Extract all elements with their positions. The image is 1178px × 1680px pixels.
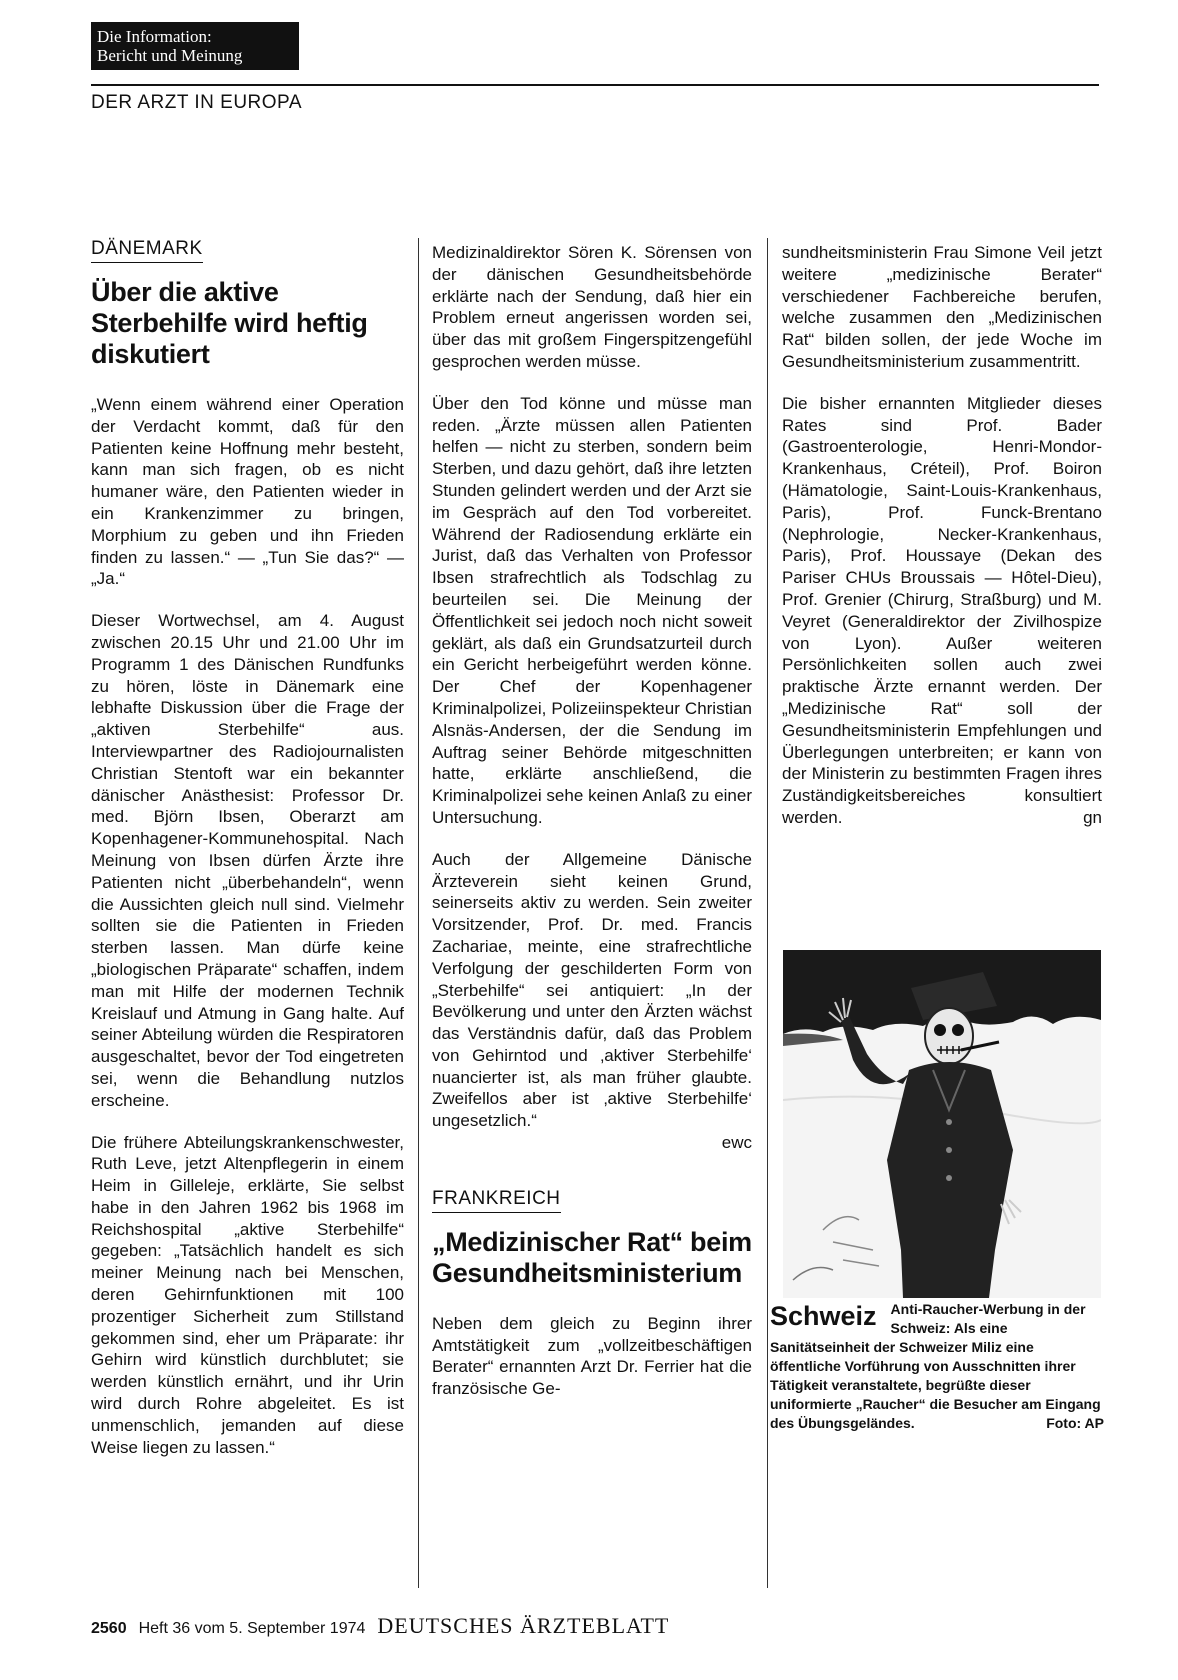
page-number: 2560: [91, 1620, 127, 1637]
header-rule: [91, 84, 1099, 86]
photo-caption: [770, 1300, 1104, 1433]
article1-paragraph-3: Die frühere Abteilungskrankenschwester, Ruth Leve, jetzt Altenpflegerin in einem Heim in Gilleleje, erklärte, Sie selbst habe in den Jahren 1962 bis 1968 im Reichshospital „aktive Sterbehilfe“ gegeben: „Tatsächlich handelt es sich meiner Meinung nach bei Menschen, deren Gehirnfunktionen mit 100 prozentiger Sicherheit zum Stillstand gekommen sind, eher um Präparate: ihr Gehirn wird künstlich durchblutet; sie werden künstlich ernährt, und ihr Urin wird durch Rohre abgeleitet. Es ist unmenschlich, jemanden auf diese Weise liegen zu lassen.“: [91, 1132, 404, 1457]
journal-name: DEUTSCHES ÄRZTEBLATT: [377, 1613, 670, 1638]
article1-paragraph-2: Dieser Wortwechsel, am 4. August zwischen 20.15 Uhr und 21.00 Uhr im Programm 1 des Dänischen Rundfunks zu hören, löste in Dänemark eine lebhafte Diskussion über die Frage der „aktiven Sterbehilfe“ aus. Interviewpartner des Radiojournalisten Christian Stentoft war ein bekannter dänischer Anästhesist: Professor Dr. med. Björn Ibsen, Oberarzt am Kopenhagener-Kommunehospital. Nach Meinung von Ibsen dürfen Ärzte ihre Patienten nicht „überbehandeln“, wenn die Aussichten gleich null sind. Vielmehr sollten sie die Patienten in Frieden sterben lassen. Man dürfe keine „biologischen Präparate“ schaffen, indem man mit Hilfe der modernen Technik Kreislauf und Atmung in Gang halte. Auf seiner Abteilung würden die Respiratoren ausgeschaltet, bevor der Tod eingetreten sei, wenn die Behandlung nutzlos erscheine.: [91, 611, 404, 1110]
article1-paragraph-4: Medizinaldirektor Sören K. Sörensen von der dänischen Gesundheitsbehörde erklärte nach der Sendung, daß hier ein Problem erneut angerissen worden sei, über das mit großem Fingerspitzengefühl gesprochen werden müsse.: [432, 243, 752, 371]
column-3: [782, 242, 1102, 829]
country-label-denmark: DÄNEMARK: [91, 238, 203, 263]
article2-paragraph-1: Neben dem gleich zu Beginn ihrer Amtstätigkeit zum „vollzeitbeschäftigen Berater“ ernannten Arzt Dr. Ferrier hat die französische Ge-: [432, 1313, 752, 1399]
headline-france: „Medizinischer Rat“ beim Gesundheitsministerium: [432, 1226, 752, 1288]
column-divider-1: [418, 238, 419, 1588]
rubric-line-1: Die Information:: [97, 27, 212, 46]
article1-paragraph-6: Auch der Allgemeine Dänische Ärzteverein sieht keinen Grund, seinerseits aktiv zu werden. Sein zweiter Vorsitzender, Prof. Dr. med. Francis Zachariae, meinte, eine strafrechtliche Verfolgung der geschilderten Form von „Sterbehilfe“ sei antiquiert: „In der Bevölkerung und unter den Ärzten wächst das Verständnis dafür, daß das Problem von Gehirntod und ‚aktiver Sterbehilfe‘ nuancierter ist, als man früher glaubte. Zweifellos aber ist ‚aktive Sterbehilfe‘ ungesetzlich.“: [432, 849, 752, 1131]
article1-signature: ewc: [721, 1133, 752, 1153]
photo-credit: Foto: AP: [1046, 1415, 1104, 1431]
column-2: [432, 242, 752, 1400]
column-divider-2: [767, 238, 768, 1588]
article2-paragraph-2: Die bisher ernannten Mitglieder dieses Rates sind Prof. Bader (Gastroenterologie, Henri-Mondor-Krankenhaus, Créteil), Prof. Boiron (Hämatologie, Saint-Louis-Krankenhaus, Paris), Prof. Funck-Brentano (Nephrologie, Necker-Krankenhaus, Paris), Prof. Houssaye (Dekan des Pariser CHUs Broussais — Hôtel-Dieu), Prof. Grenier (Chirurg, Straßburg) und M. Veyret (Generaldirektor der Zivilhospize von Lyon). Außer weiteren Persönlichkeiten sollen auch zwei praktische Ärzte ernannt werden. Der „Medizinische Rat“ soll der Gesundheitsministerin Empfehlungen und Überlegungen unterbreiten; er kann von der Ministerin zu bestimmten Fragen ihres Zuständigkeitsbereiches konsultiert werden.: [782, 393, 1102, 827]
headline-denmark: Über die aktive Sterbehilfe wird heftig diskutiert: [91, 277, 368, 369]
rubric-line-2: Bericht und Meinung: [97, 46, 243, 65]
column-1: [91, 238, 404, 1458]
section-title: DER ARZT IN EUROPA: [91, 92, 302, 113]
caption-title: Schweiz: [770, 1301, 877, 1331]
country-label-france: FRANKREICH: [432, 1188, 561, 1213]
caption-text: Anti-Raucher-Werbung in der Schweiz: Als eine Sanitätseinheit der Schweizer Miliz eine öffentliche Vorführung von Ausschnitten ihrer Tätigkeit veranstaltete, begrüßte dieser uniformierte „Raucher“ die Besucher am Eingang des Übungsgeländes.: [770, 1301, 1101, 1431]
rubric-box: [91, 22, 299, 70]
article2-signature: gn: [1083, 807, 1102, 827]
photo-skeleton-soldier: [783, 950, 1101, 1298]
page-footer: [91, 1613, 669, 1639]
article2-paragraph-1-continued: sundheitsministerin Frau Simone Veil jetzt weitere „medizinische Berater“ verschiedener Fachbereiche berufen, welche zusammen den „Medizinischen Rat“ bilden sollen, der jede Woche im Gesundheitsministerium zusammentritt.: [782, 243, 1102, 371]
article1-paragraph-5: Über den Tod könne und müsse man reden. „Ärzte müssen allen Patienten helfen — nicht zu sterben, sondern beim Sterben, und dazu gehört, daß ihre letzten Stunden gelindert werden und der Arzt sie im Gespräch auf den Tod vorbereitet. Während der Radiosendung erklärte ein Jurist, daß das Verhalten von Professor Ibsen strafrechtlich als Todschlag zu beurteilen sei. Die Meinung der Öffentlichkeit sei jedoch noch nicht soweit geklärt, als daß ein Grundsatzurteil durch ein Gericht herbeigeführt werden könne. Der Chef der Kopenhagener Kriminalpolizei, Polizeiinspekteur Christian Alsnäs-Andersen, der die Sendung im Auftrag seiner Behörde mitgeschnitten hatte, erklärte anschließend, die Kriminalpolizei sehe keinen Anlaß zu einer Untersuchung.: [432, 393, 752, 827]
article1-paragraph-1: „Wenn einem während einer Operation der Verdacht kommt, daß für den Patienten keine Hoffnung mehr besteht, kann man sich fragen, ob es nicht humaner wäre, den Patienten wieder in ein Krankenzimmer zu bringen, Morphium zu geben und ihn Frieden finden zu lassen.“ — „Tun Sie das?“ — „Ja.“: [91, 395, 404, 589]
issue-info: Heft 36 vom 5. September 1974: [138, 1620, 366, 1637]
